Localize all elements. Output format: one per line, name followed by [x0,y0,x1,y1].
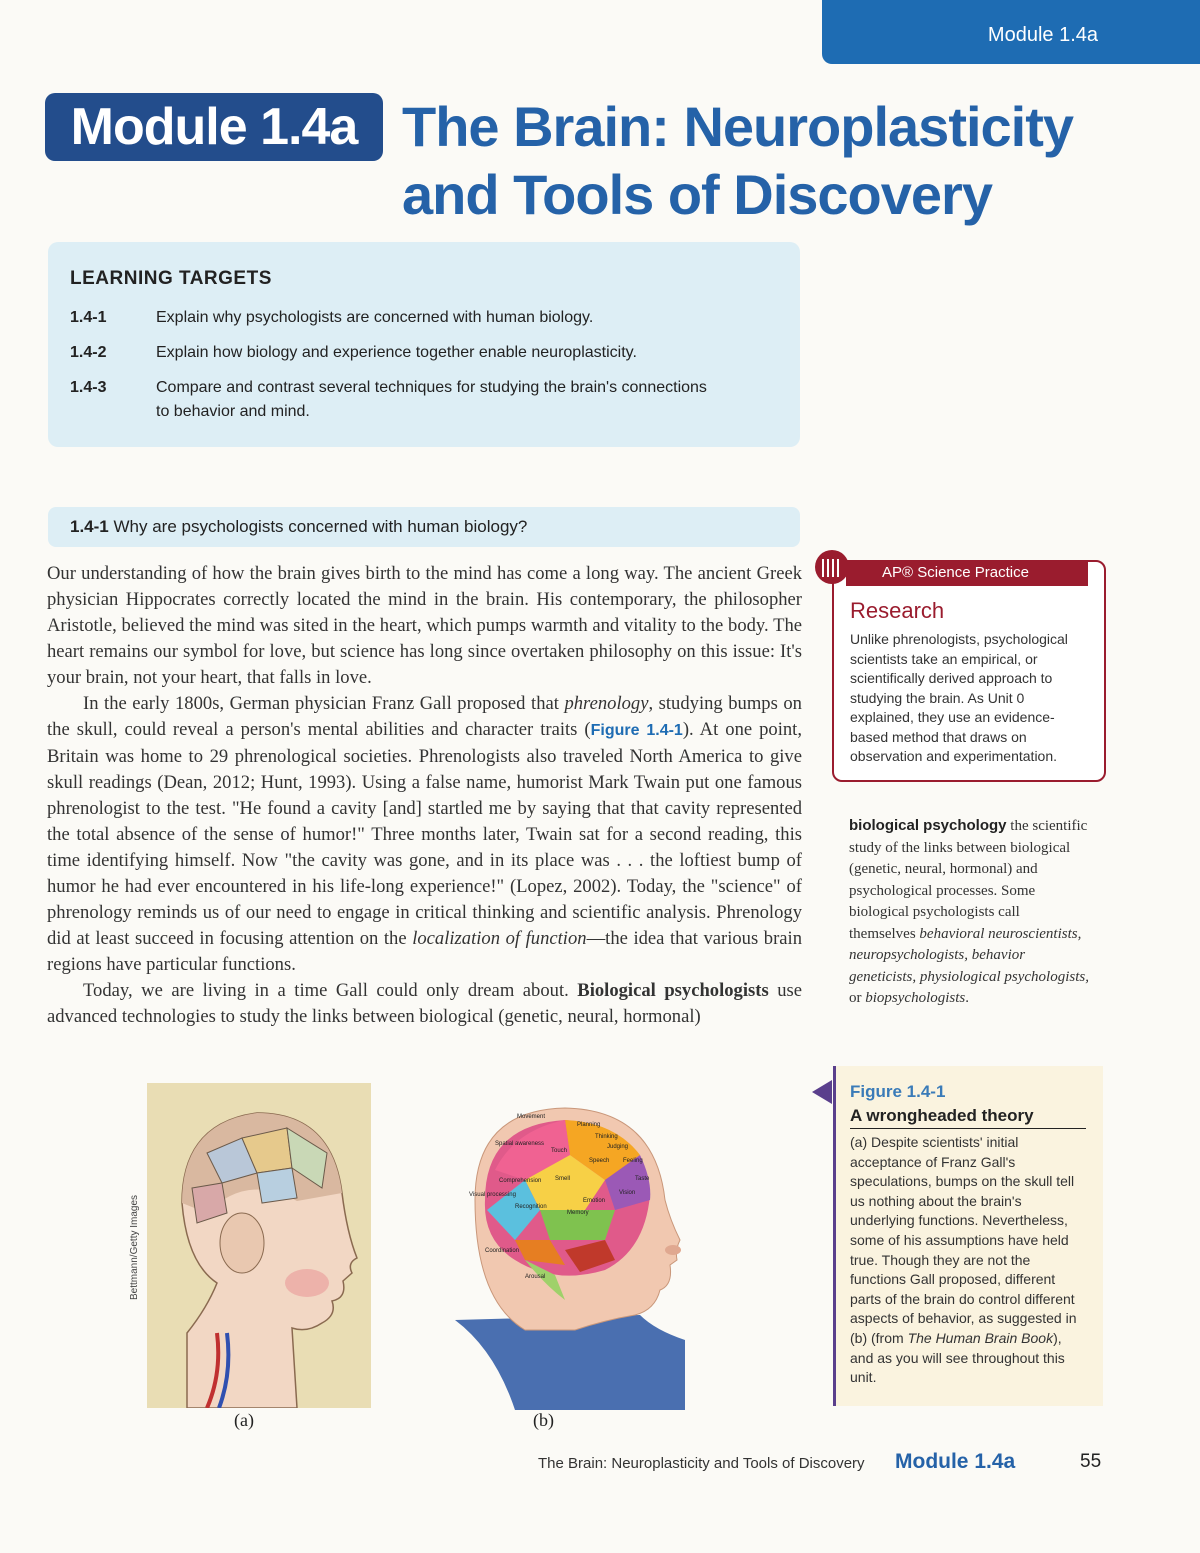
term-phrenology: phrenology [564,693,649,714]
figure-number: Figure 1.4-1 [850,1082,946,1101]
figure-title: A wrongheaded theory [850,1106,1086,1129]
phrenology-bust-image [147,1083,371,1408]
figure-link[interactable]: Figure 1.4-1 [590,722,683,739]
brain-region-label: Coordination [485,1248,520,1254]
figure-caption: (a) Despite scientists' initial acceptance of Franz Gall's speculations, bumps on the skull tell us nothing about the brain's underlying functions. Nevertheless, some of his assumptions have held true. Though they are not the functions Gall proposed, different parts of the brain do control different aspects of behavior, as suggested in (b) (from The Human Brain Book), and as you will see throughout this unit. [850,1134,1077,1386]
target-text: Explain why psychologists are concerned with human biology. [156,309,594,326]
target-id: 1.4-3 [70,379,107,396]
footer-module: Module 1.4a [895,1450,1016,1473]
target-text: Compare and contrast several techniques for studying the brain's connections to behavior and mind. [156,379,707,420]
brain-region-label: Arousal [525,1274,546,1280]
question-id: 1.4-1 [70,517,109,536]
building-icon [815,550,849,584]
module-badge: Module 1.4a [45,93,383,161]
term-biological-psychologists: Biological psychologists [577,980,769,1001]
brain-region-label: Visual processing [469,1192,516,1198]
brain-region-label: Comprehension [499,1178,542,1184]
brain-region-label: Vision [619,1190,636,1196]
brain-region-label: Judging [607,1144,629,1150]
question-text: Why are psychologists concerned with human biology? [113,517,528,536]
brain-region-label: Touch [551,1148,568,1154]
brain-region-label: Speech [589,1158,610,1164]
figure-pointer-icon [812,1080,832,1104]
brain-map-head-image [455,1100,685,1410]
paragraph-1: Our understanding of how the brain gives birth to the mind has come a long way. The ancient Greek physician Hippocrates correctly located the mind in the brain. His contemporary, the philosopher Aristotle, believed the mind was sited in the heart, which pumps warmth and vitality to the body. The heart remains our symbol for love, but science has long since overtaken philosophy on this issue: It's your brain, not your heart, that falls in love. [47,563,802,688]
footer-title: The Brain: Neuroplasticity and Tools of Discovery [538,1455,865,1472]
ap-text: Unlike phrenologists, psychological scientists take an empirical, or scientifically derived approach to studying the brain. As Unit 0 explained, they use an evidence-based method that draws on observation and experimentation. [850,631,1068,764]
brain-region-label: Spatial awareness [495,1141,545,1147]
paragraph-3: Today, we are living in a time Gall could only dream about. Biological psychologists use advanced technologies to study the links between biological (genetic, neural, hormonal) [47,980,802,1027]
brain-region-label: Thinking [595,1134,618,1140]
brain-region-label: Movement [517,1114,546,1120]
page-title [402,93,1102,229]
page-number: 55 [1080,1451,1102,1472]
section-question [48,507,800,547]
brain-region-label: Taste [635,1176,650,1182]
brain-region-label: Planning [577,1122,601,1128]
term-localization: localization of function [412,928,587,949]
header-tab-label: Module 1.4a [987,24,1098,46]
brain-region-label: Memory [567,1210,589,1216]
figure-label-b: (b) [533,1410,554,1430]
target-id: 1.4-1 [70,309,107,326]
paragraph-2: In the early 1800s, German physician Franz Gall proposed that phrenology, studying bumps on the skull, could reveal a person's mental abilities and character traits (Figure 1.4-1). At one point, Britain was home to 29 phrenological societies. Phrenologists also traveled North America to give skull readings (Dean, 2012; Hunt, 1993). Using a false name, humorist Mark Twain put one famous phrenologist to the test. "He found a cavity [and] startled me by saying that that cavity represented the total absence of the sense of humor!" Three months later, Twain sat for a second reading, this time identifying himself. Now "the cavity was gone, and in its place was . . . the loftiest bump of humor he had ever encountered in his life-long experience!" (Lopez, 2002). Today, the "science" of phrenology reminds us of our need to engage in critical thinking and scientific analysis. Phrenology did at least succeed in focusing attention on the localization of function—the idea that various brain regions have particular functions. [47,693,803,975]
learning-targets-heading: LEARNING TARGETS [70,268,272,289]
title-line-2: and Tools of Discovery [402,163,992,226]
learning-targets-box [48,242,800,447]
glossary-term: biological psychology [849,817,1007,834]
header-tab [822,0,1200,64]
brain-region-label: Feeling [623,1158,643,1164]
brain-region-label: Smell [555,1176,571,1182]
image-credit: Bettmann/Getty Images [129,1194,140,1300]
target-text: Explain how biology and experience together enable neuroplasticity. [156,344,637,361]
brain-region-label: Recognition [515,1204,547,1210]
brain-region-label: Emotion [583,1198,606,1204]
title-line-1: The Brain: Neuroplasticity [402,95,1074,158]
ap-band: AP® Science Practice [846,560,1088,586]
target-id: 1.4-2 [70,344,107,361]
glossary-entry: biological psychology the scientific study of the links between biological (genetic, neural, hormonal) and psychological processes. Some biological psychologists call themselves behavioral neuroscientists, neuropsychologists, behavior geneticists, physiological psychologists, or biopsychologists. [849,817,1089,1006]
figure-label-a: (a) [234,1410,254,1430]
body-text [47,561,802,1030]
ap-heading: Research [850,598,945,623]
